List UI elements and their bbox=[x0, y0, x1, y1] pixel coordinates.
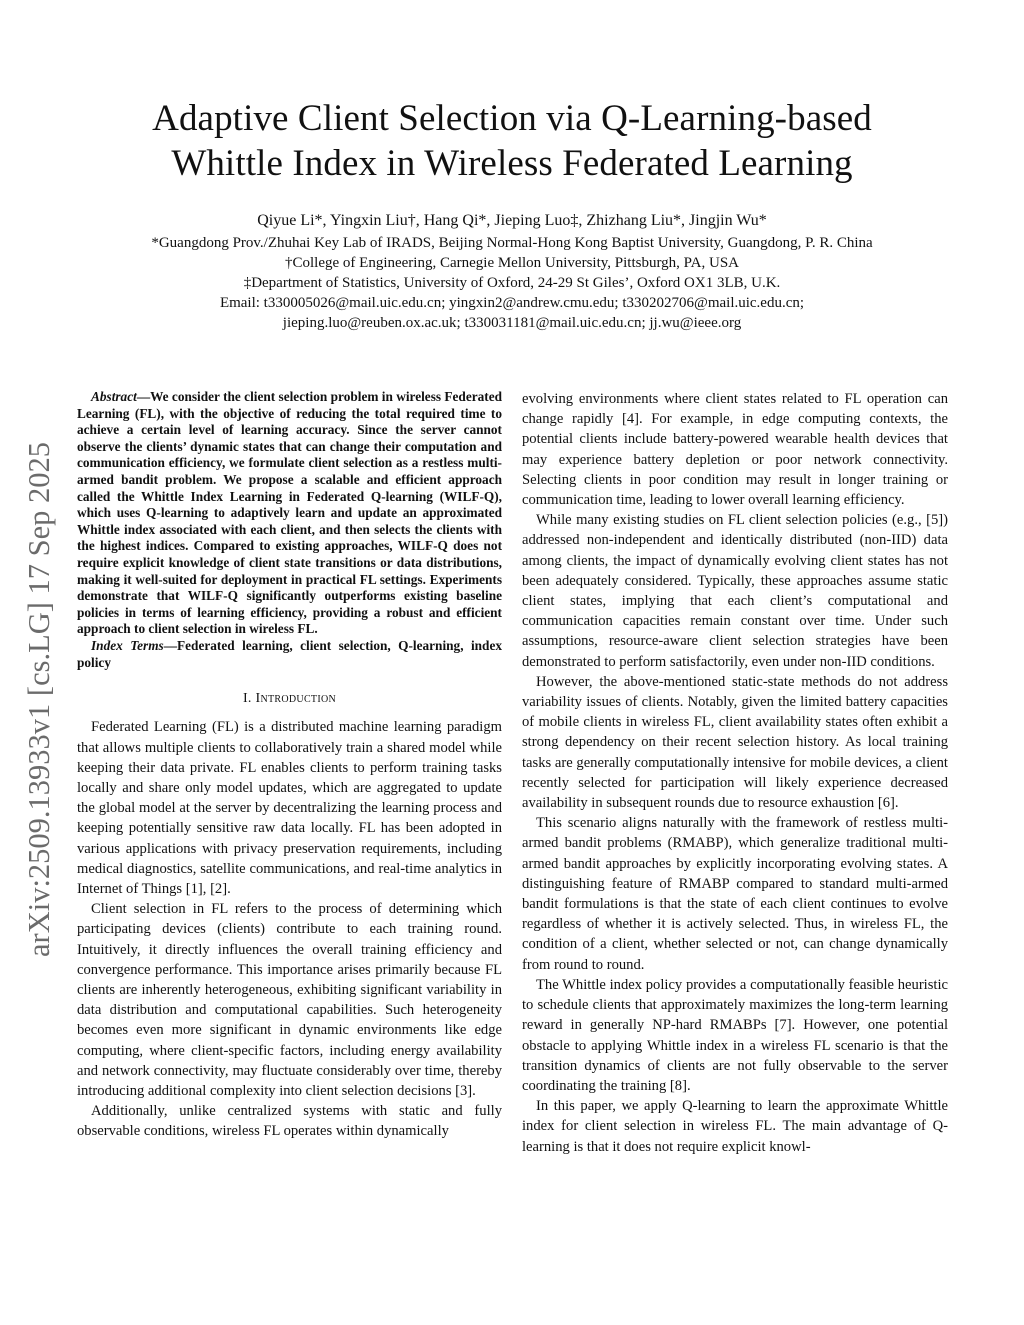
title-line-2: Whittle Index in Wireless Federated Learning bbox=[171, 143, 853, 184]
section-heading-introduction bbox=[77, 689, 502, 709]
title-line-1: Adaptive Client Selection via Q-Learning-based bbox=[152, 98, 872, 139]
index-terms bbox=[77, 638, 502, 671]
right-column bbox=[522, 389, 948, 1157]
paragraph: In this paper, we apply Q-learning to learn the approximate Whittle index for client selection in wireless FL. The main advantage of Q-learning is that it does not require explicit knowl- bbox=[522, 1098, 948, 1155]
section-numeral: I. bbox=[242, 691, 256, 707]
abstract-lead: Abstract bbox=[91, 389, 137, 404]
affiliation-1: *Guangdong Prov./Zhuhai Key Lab of IRADS, Beijing Normal-Hong Kong Baptist University, Guangdong, P. R. China bbox=[151, 235, 873, 251]
affiliation-2: †College of Engineering, Carnegie Mellon University, Pittsburgh, PA, USA bbox=[285, 255, 739, 271]
index-terms-lead: Index Terms bbox=[91, 637, 164, 653]
email-line-1: Email: t330005026@mail.uic.edu.cn; yingxin2@andrew.cmu.edu; t330202706@mail.uic.edu.cn; bbox=[219, 295, 805, 311]
author-names: Qiyue Li*, Yingxin Liu†, Hang Qi*, Jieping Luo‡, Zhizhang Liu*, Jingjin Wu* bbox=[257, 212, 767, 229]
paragraph: The Whittle index policy provides a computationally feasible heuristic to schedule clients that approximately maximizes the long-term learning reward in generally NP-hard RMABPs [7]. However, one potential obstacle to applying Whittle index in a wireless FL scenario is that the transition dynamics of clients are not fully observable to the server coordinating the training [8]. bbox=[522, 976, 948, 1094]
affiliation-3: ‡Department of Statistics, University of Oxford, 24-29 St Giles’, Oxford OX1 3LB, U.K. bbox=[243, 275, 781, 291]
paragraph: This scenario aligns naturally with the framework of restless multi-armed bandit problems (RMABP), which generalize traditional multi-armed bandit approaches by explicitly incorporating evolving states. A distinguishing feature of RMABP compared to standard multi-armed bandit formulations is that the state of each client continues to evolve regardless of whether it is actively selected. Thus, in wireless FL, the condition of a client, whether selected or not, can change dynamically from round to round. bbox=[522, 815, 948, 973]
paragraph: Additionally, unlike centralized systems with static and fully observable conditions, wireless FL operates within dynamically bbox=[77, 1103, 502, 1140]
paragraph: While many existing studies on FL client selection policies (e.g., [5]) addressed non-independent and identically distributed (non-IID) data among clients, the impact of dynamically evolving client states has not been adequately considered. Typically, these approaches assume static client states, implying that each client’s computational and communication capacities remain constant over time. Under such assumptions, resource-aware client selection strategies have been demonstrated to perform satisfactorily, even under non-IID conditions. bbox=[522, 512, 948, 670]
paragraph: evolving environments where client states related to FL operation can change rapidly [4]. For example, in edge computing contexts, the potential clients include battery-powered wearable health devices that may experience battery depletion or poor network connectivity. Selecting clients in poor condition may result in longer training or communication time, leading to lower overall learning efficiency. bbox=[522, 391, 948, 509]
paragraph: However, the above-mentioned static-state methods do not address variability issues of clients. Notably, given the limited battery capacities of mobile clients in wireless FL, client availability states often exhibit a strong dependency on their recent selection history. As local training tasks are generally computationally intensive for mobile devices, a client recently selected for participation will likely experience decreased availability in subsequent rounds due to resource exhaustion [6]. bbox=[522, 673, 948, 812]
left-column bbox=[77, 389, 502, 1142]
paragraph: Federated Learning (FL) is a distributed machine learning paradigm that allows multiple clients to collaboratively train a shared model while keeping their data private. FL enables clients to perform training tasks locally and share only model updates, which are aggregated to update the global model at the server by decentralizing the learning process and keeping potentially sensitive raw data locally. FL has been adopted in various applications with privacy preservation requirements, including medical diagnostics, satellite communications, and real-time analytics in Internet of Things [1], [2]. bbox=[77, 719, 502, 897]
arxiv-identifier: arXiv:2509.13933v1 [cs.LG] 17 Sep 2025 bbox=[22, 441, 56, 957]
index-terms-text: —Federated learning, client selection, Q-learning, index policy bbox=[77, 637, 503, 670]
abstract-text: —We consider the client selection problem in wireless Federated Learning (FL), with the objective of reducing the total required time to achieve a certain level of learning accuracy. Since the server cannot observe the clients’ dynamic states that can change their computation and communication efficiency, we formulate client selection as a restless multi-armed bandit problem. We propose a scalable and efficient approach called the Whittle Index Learning in Federated Q-learning (WILF-Q), which uses Q-learning to adaptively learn and update an approximated Whittle index associated with each client, and then selects the clients with the highest indices. Compared to existing approaches, WILF-Q does not require explicit knowledge of client state transitions or data distributions, making it well-suited for deployment in practical FL settings. Experiments demonstrate that WILF-Q significantly outperforms existing baseline policies in terms of learning efficiency, providing a robust and efficient approach to client selection in wireless FL. bbox=[77, 389, 502, 637]
abstract bbox=[77, 389, 502, 638]
paragraph: Client selection in FL refers to the process of determining which participating devices (clients) contribute to each training round. Intuitively, it directly influences the overall training efficiency and convergence performance. This importance arises primarily because FL clients are inherently heterogeneous, exhibiting significant variability in data distribution and computational capabilities. Such heterogeneity becomes even more significant in dynamic environments like edge computing, where client-specific factors, including energy availability and network connectivity, may fluctuate considerably over time, thereby introducing additional complexity into client selection decisions [3]. bbox=[77, 901, 502, 1099]
section-name: Introduction bbox=[255, 691, 337, 707]
author-block bbox=[0, 211, 1024, 333]
email-line-2: jieping.luo@reuben.ox.ac.uk; t330031181@mail.uic.edu.cn; jj.wu@ieee.org bbox=[282, 315, 742, 331]
paper-title bbox=[0, 96, 1024, 186]
